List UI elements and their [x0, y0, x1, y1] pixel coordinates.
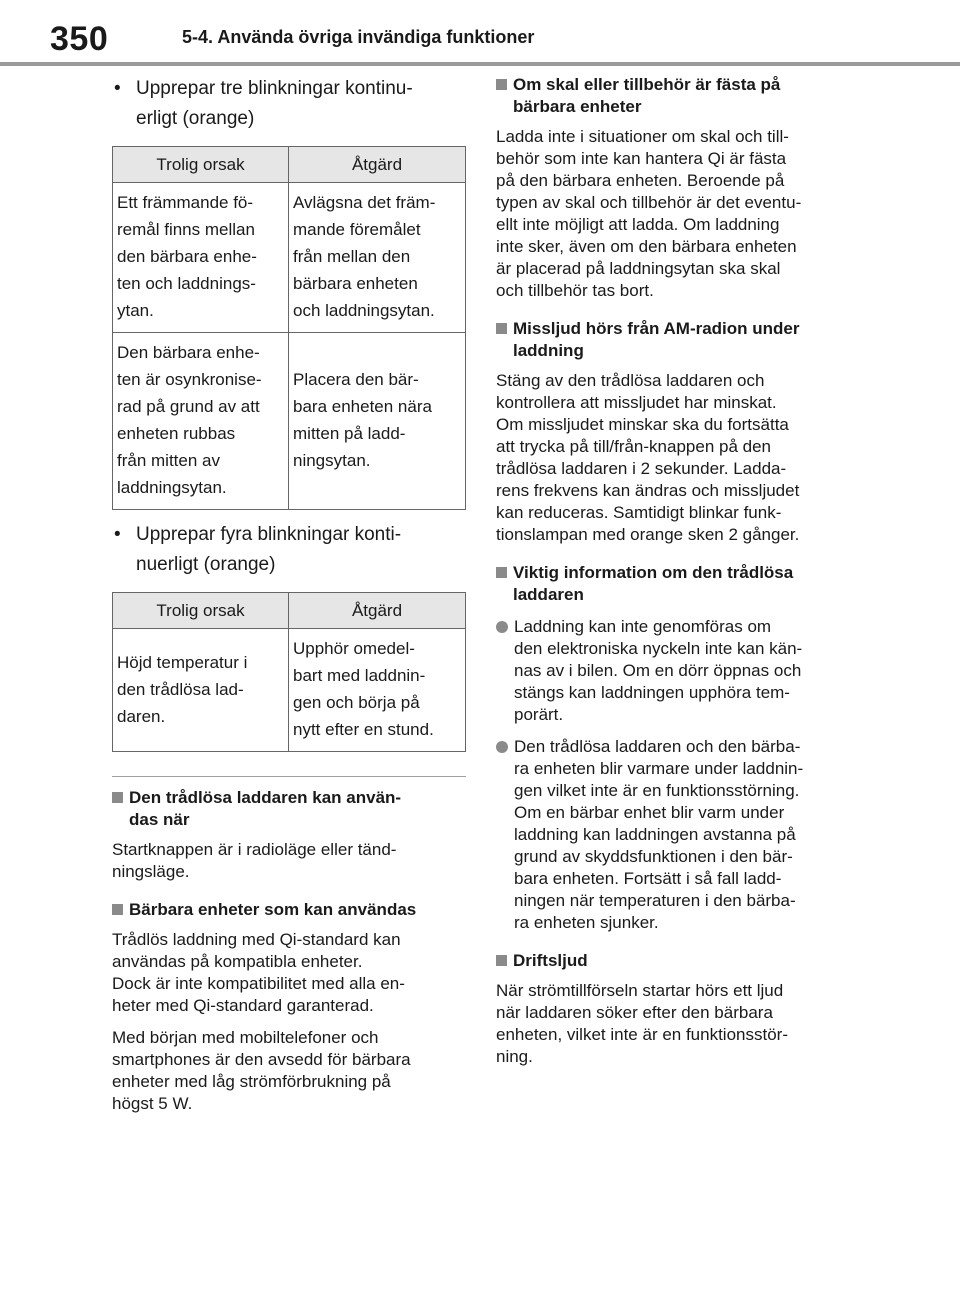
cell-line: ten och laddnings-	[117, 274, 256, 293]
text-line: ning.	[496, 1047, 533, 1066]
text-line: bara enheten. Fortsätt i så fall ladd-	[514, 869, 782, 888]
cell-line: bärbara enheten	[293, 274, 418, 293]
cell-line: rad på grund av att	[117, 397, 260, 416]
cell-line: Ett främmande fö-	[117, 193, 254, 212]
header-cause: Trolig orsak	[113, 147, 289, 183]
circle-bullet-icon	[496, 741, 508, 753]
text-line: typen av skal och tillbehör är det eventu-	[496, 193, 802, 212]
text-line: Trådlös laddning med Qi-standard kan	[112, 930, 401, 949]
text-line: ellt inte möjligt att ladda. Om laddning	[496, 215, 780, 234]
text-line: Om missljudet minskar ska du fortsätta	[496, 415, 789, 434]
cell-line: och laddningsytan.	[293, 301, 435, 320]
heading-line: Bärbara enheter som kan användas	[129, 900, 417, 919]
text-line: Startknappen är i radioläge eller tänd-	[112, 840, 397, 859]
circle-bullet-icon	[496, 621, 508, 633]
cell-line: remål finns mellan	[117, 220, 255, 239]
cell-line: bart med laddnin-	[293, 666, 426, 685]
text-line: stängs kan laddningen upphöra tem-	[514, 683, 790, 702]
cause-cell	[113, 333, 289, 510]
action-cell	[289, 183, 466, 333]
text-line: att trycka på till/från-knappen på den	[496, 437, 771, 456]
text-line: När strömtillförseln startar hörs ett ljud	[496, 981, 784, 1000]
cell-line: mitten på ladd-	[293, 424, 406, 443]
heading-line: Viktig information om den trådlösa	[513, 563, 794, 582]
heading-usable-devices	[112, 899, 466, 921]
text-line: Den trådlösa laddaren och den bärba-	[514, 737, 801, 756]
text-line: tionslampan med orange sken 2 gånger.	[496, 525, 800, 544]
text-line: ningen när temperaturen i den bärba-	[514, 891, 796, 910]
heading-usable-when	[112, 787, 466, 831]
table-row	[113, 629, 466, 752]
bullet-line: erligt (orange)	[136, 108, 255, 129]
paragraph	[496, 126, 858, 302]
cell-line: Avlägsna det främ-	[293, 193, 436, 212]
bullet-four-blinks	[112, 520, 466, 580]
text-line: Om en bärbar enhet blir varm under	[514, 803, 785, 822]
paragraph	[112, 929, 466, 1017]
text-line: Dock är inte kompatibilitet med alla en-	[112, 974, 405, 993]
cell-line: den trådlösa lad-	[117, 679, 244, 699]
cell-line: ytan.	[117, 301, 154, 320]
text-line: heter med Qi-standard garanterad.	[112, 996, 374, 1015]
text-line: gen vilket inte är en funktionsstörning.	[514, 781, 800, 800]
bullet-three-blinks	[112, 74, 466, 134]
cause-table-2	[112, 592, 466, 752]
cell-line: Placera den bär-	[293, 370, 419, 389]
heading-line: laddaren	[513, 585, 584, 604]
bullet-dot: •	[114, 78, 121, 99]
cell-line: från mitten av	[117, 451, 220, 470]
text-line: högst 5 W.	[112, 1094, 193, 1113]
heading-line: Missljud hörs från AM-radion under	[513, 319, 800, 338]
heading-line: Driftsljud	[513, 951, 588, 970]
cell-line: bara enheten nära	[293, 397, 432, 416]
square-bullet-icon	[112, 904, 123, 915]
heading-cases-accessories	[496, 74, 858, 118]
heading-important-info	[496, 562, 858, 606]
cell-line: Upphör omedel-	[293, 639, 415, 658]
text-line: grund av skyddsfunktionen i den bär-	[514, 847, 793, 866]
table-header-row	[113, 147, 466, 183]
table-row	[113, 333, 466, 510]
header-action: Åtgärd	[289, 147, 466, 183]
text-line: enheten, vilket inte är en funktionsstör-	[496, 1025, 788, 1044]
cell-line: daren.	[117, 706, 166, 726]
cell-line: gen och börja på	[293, 693, 420, 712]
header-action: Åtgärd	[289, 593, 466, 629]
text-line: kontrollera att missljudet har minskat.	[496, 393, 777, 412]
heading-operating-sound	[496, 950, 858, 972]
heading-line: Den trådlösa laddaren kan använ-	[129, 788, 402, 807]
section-divider	[112, 776, 466, 777]
text-line: laddning kan laddningen avstanna på	[514, 825, 796, 844]
cause-cell	[113, 629, 289, 752]
text-line: behör som inte kan hantera Qi är fästa	[496, 149, 787, 168]
heading-line: bärbara enheter	[513, 97, 642, 116]
cell-line: Den bärbara enhe-	[117, 343, 260, 362]
info-item	[496, 736, 858, 934]
text-line: Stäng av den trådlösa laddaren och	[496, 371, 765, 390]
paragraph	[496, 980, 858, 1068]
text-line: trådlösa laddaren i 2 sekunder. Ladda-	[496, 459, 787, 478]
paragraph	[112, 1027, 466, 1115]
text-line: ra enheten sjunker.	[514, 913, 659, 932]
text-line: den elektroniska nyckeln inte kan kän-	[514, 639, 803, 658]
heading-line: laddning	[513, 341, 584, 360]
square-bullet-icon	[496, 955, 507, 966]
cell-line: från mellan den	[293, 247, 411, 266]
text-line: är placerad på laddningsytan ska skal	[496, 259, 781, 278]
info-item	[496, 616, 858, 726]
bullet-line: Upprepar tre blinkningar kontinu-	[136, 78, 413, 99]
text-line: Laddning kan inte genomföras om	[514, 617, 772, 636]
cell-line: mande föremålet	[293, 220, 421, 239]
cell-line: ten är osynkronise-	[117, 370, 262, 389]
cell-line: Höjd temperatur i	[117, 652, 248, 672]
text-line: användas på kompatibla enheter.	[112, 952, 363, 971]
cell-line: enheten rubbas	[117, 424, 236, 443]
text-line: på den bärbara enheten. Beroende på	[496, 171, 785, 190]
action-cell	[289, 629, 466, 752]
action-cell	[289, 333, 466, 510]
text-line: Ladda inte i situationer om skal och till-	[496, 127, 789, 146]
text-line: ra enheten blir varmare under laddnin-	[514, 759, 804, 778]
square-bullet-icon	[496, 567, 507, 578]
table-row	[113, 183, 466, 333]
cell-line: nytt efter en stund.	[293, 720, 434, 739]
page-number: 350	[50, 20, 109, 58]
right-column	[496, 74, 858, 1068]
table-header-row	[113, 593, 466, 629]
paragraph	[112, 839, 466, 883]
text-line: Med början med mobiltelefoner och	[112, 1028, 379, 1047]
text-line: inte sker, även om den bärbara enheten	[496, 237, 797, 256]
heading-line: Om skal eller tillbehör är fästa på	[513, 75, 781, 94]
cell-line: ningsytan.	[293, 451, 371, 470]
bullet-line: Upprepar fyra blinkningar konti-	[136, 524, 402, 545]
text-line: och tillbehör tas bort.	[496, 281, 654, 300]
text-line: när laddaren söker efter den bärbara	[496, 1003, 773, 1022]
square-bullet-icon	[496, 323, 507, 334]
cause-table-1	[112, 146, 466, 510]
paragraph	[496, 370, 858, 546]
text-line: rens frekvens kan ändras och missljudet	[496, 481, 800, 500]
cause-cell	[113, 183, 289, 333]
header-rule	[0, 62, 960, 66]
text-line: smartphones är den avsedd för bärbara	[112, 1050, 411, 1069]
square-bullet-icon	[112, 792, 123, 803]
heading-am-radio-noise	[496, 318, 858, 362]
cell-line: den bärbara enhe-	[117, 247, 257, 266]
left-column	[112, 74, 466, 1115]
text-line: porärt.	[514, 705, 564, 724]
heading-line: das när	[129, 810, 190, 829]
text-line: enheter med låg strömförbrukning på	[112, 1072, 391, 1091]
cell-line: laddningsytan.	[117, 478, 227, 497]
square-bullet-icon	[496, 79, 507, 90]
text-line: nas av i bilen. Om en dörr öppnas och	[514, 661, 802, 680]
header-cause: Trolig orsak	[113, 593, 289, 629]
text-line: ningsläge.	[112, 862, 190, 881]
section-title: 5-4. Använda övriga invändiga funktioner	[182, 27, 535, 47]
bullet-line: nuerligt (orange)	[136, 554, 276, 575]
text-line: kan reduceras. Samtidigt blinkar funk-	[496, 503, 782, 522]
bullet-dot: •	[114, 524, 121, 545]
